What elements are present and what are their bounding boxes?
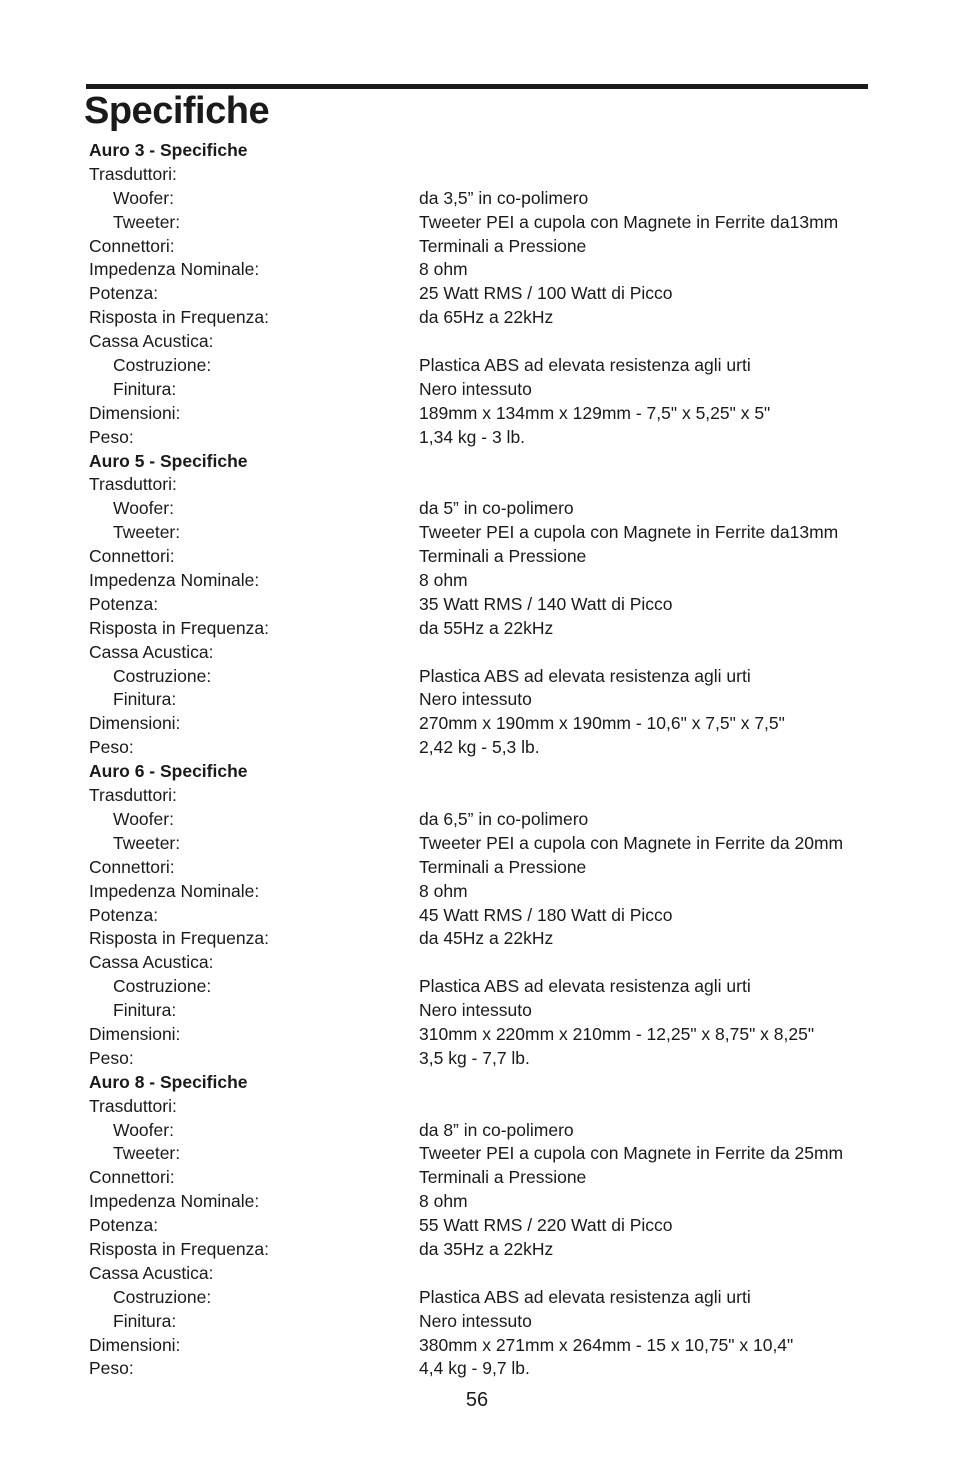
spec-label: Peso:	[89, 426, 134, 447]
spec-row	[89, 1334, 879, 1358]
spec-value: 2,42 kg - 5,3 lb.	[419, 737, 540, 758]
section-heading-label: Auro 6 - Specifiche	[89, 761, 248, 782]
spec-label: Cassa Acustica:	[89, 331, 214, 352]
spec-label: Potenza:	[89, 283, 159, 304]
spec-row	[89, 712, 879, 736]
spec-value: Tweeter PEI a cupola con Magnete in Ferrite da 25mm	[419, 1143, 844, 1164]
spec-label: Trasduttori:	[89, 785, 177, 806]
spec-row	[89, 1190, 879, 1214]
spec-row	[89, 999, 879, 1023]
spec-label: Woofer:	[113, 187, 174, 208]
spec-value: 8 ohm	[419, 570, 468, 591]
spec-value: 8 ohm	[419, 1191, 468, 1212]
spec-value: 8 ohm	[419, 880, 468, 901]
spec-value: da 65Hz a 22kHz	[419, 307, 554, 328]
spec-label: Tweeter:	[113, 522, 181, 543]
spec-row	[89, 975, 879, 999]
spec-label: Connettori:	[89, 235, 175, 256]
spec-row	[89, 1166, 879, 1190]
spec-value: 25 Watt RMS / 100 Watt di Picco	[419, 283, 673, 304]
spec-value: Terminali a Pressione	[419, 856, 587, 877]
spec-value: Plastica ABS ad elevata resistenza agli urti	[419, 976, 751, 997]
spec-value: da 55Hz a 22kHz	[419, 617, 554, 638]
spec-row	[89, 1119, 879, 1143]
spec-row	[89, 1262, 879, 1286]
spec-row	[89, 856, 879, 880]
spec-value: da 35Hz a 22kHz	[419, 1238, 554, 1259]
spec-label: Impedenza Nominale:	[89, 1191, 260, 1212]
spec-label: Dimensioni:	[89, 713, 181, 734]
spec-row	[89, 904, 879, 928]
spec-value: 4,4 kg - 9,7 lb.	[419, 1358, 530, 1379]
spec-label: Costruzione:	[113, 355, 212, 376]
spec-label: Finitura:	[113, 689, 177, 710]
spec-label: Woofer:	[113, 498, 174, 519]
spec-label: Costruzione:	[113, 976, 212, 997]
spec-row	[89, 1095, 879, 1119]
spec-row	[89, 951, 879, 975]
spec-label: Risposta in Frequenza:	[89, 307, 269, 328]
spec-value: da 45Hz a 22kHz	[419, 928, 554, 949]
spec-label: Cassa Acustica:	[89, 952, 214, 973]
section-heading-label: Auro 3 - Specifiche	[89, 140, 248, 160]
spec-row	[89, 497, 879, 521]
spec-value: 8 ohm	[419, 259, 468, 280]
spec-row	[89, 378, 879, 402]
spec-label: Connettori:	[89, 1167, 175, 1188]
spec-label: Impedenza Nominale:	[89, 880, 260, 901]
spec-value: 380mm x 271mm x 264mm - 15 x 10,75" x 10,4"	[419, 1334, 794, 1355]
spec-label: Tweeter:	[113, 1143, 181, 1164]
spec-row	[89, 1047, 879, 1071]
spec-value: Tweeter PEI a cupola con Magnete in Ferrite da13mm	[419, 211, 839, 232]
page-title: Specifiche	[84, 90, 270, 132]
spec-value: Plastica ABS ad elevata resistenza agli urti	[419, 665, 751, 686]
spec-label: Trasduttori:	[89, 1095, 177, 1116]
spec-label: Peso:	[89, 737, 134, 758]
spec-row	[89, 617, 879, 641]
spec-label: Cassa Acustica:	[89, 641, 214, 662]
spec-row	[89, 258, 879, 282]
spec-row	[89, 880, 879, 904]
spec-row	[89, 688, 879, 712]
spec-row	[89, 784, 879, 808]
spec-label: Potenza:	[89, 593, 159, 614]
spec-value: Tweeter PEI a cupola con Magnete in Ferrite da 20mm	[419, 832, 844, 853]
spec-value: Terminali a Pressione	[419, 1167, 587, 1188]
spec-value: Plastica ABS ad elevata resistenza agli urti	[419, 355, 751, 376]
spec-label: Impedenza Nominale:	[89, 570, 260, 591]
spec-row	[89, 211, 879, 235]
spec-row	[89, 1214, 879, 1238]
spec-value: 310mm x 220mm x 210mm - 12,25" x 8,75" x 8,25"	[419, 1023, 815, 1044]
spec-label: Finitura:	[113, 1000, 177, 1021]
spec-label: Tweeter:	[113, 211, 181, 232]
page-number: 56	[465, 1389, 489, 1411]
spec-row	[89, 1023, 879, 1047]
spec-row	[89, 808, 879, 832]
spec-value: da 3,5” in co-polimero	[419, 187, 589, 208]
spec-row	[89, 282, 879, 306]
spec-value: 45 Watt RMS / 180 Watt di Picco	[419, 904, 673, 925]
spec-value: da 5” in co-polimero	[419, 498, 574, 519]
section-heading	[89, 139, 879, 163]
spec-row	[89, 402, 879, 426]
spec-row	[89, 473, 879, 497]
spec-label: Impedenza Nominale:	[89, 259, 260, 280]
spec-label: Connettori:	[89, 546, 175, 567]
spec-row	[89, 927, 879, 951]
section-heading	[89, 760, 879, 784]
spec-value: 270mm x 190mm x 190mm - 10,6" x 7,5" x 7,5"	[419, 713, 785, 734]
spec-value: 1,34 kg - 3 lb.	[419, 426, 526, 447]
spec-value: 35 Watt RMS / 140 Watt di Picco	[419, 593, 673, 614]
spec-value: da 6,5” in co-polimero	[419, 808, 589, 829]
spec-label: Dimensioni:	[89, 1023, 181, 1044]
section-heading	[89, 450, 879, 474]
spec-list	[89, 139, 879, 1381]
spec-label: Tweeter:	[113, 832, 181, 853]
spec-label: Peso:	[89, 1358, 134, 1379]
spec-row	[89, 1286, 879, 1310]
spec-value: da 8” in co-polimero	[419, 1119, 574, 1140]
spec-label: Risposta in Frequenza:	[89, 1238, 269, 1259]
spec-value: 55 Watt RMS / 220 Watt di Picco	[419, 1215, 673, 1236]
spec-value: 189mm x 134mm x 129mm - 7,5" x 5,25" x 5"	[419, 402, 771, 423]
spec-label: Dimensioni:	[89, 1334, 181, 1355]
spec-value: Nero intessuto	[419, 1310, 532, 1331]
spec-row	[89, 187, 879, 211]
spec-value: Nero intessuto	[419, 1000, 532, 1021]
spec-row	[89, 330, 879, 354]
spec-row	[89, 593, 879, 617]
section-heading	[89, 1071, 879, 1095]
spec-row	[89, 641, 879, 665]
spec-row	[89, 163, 879, 187]
spec-value: 3,5 kg - 7,7 lb.	[419, 1047, 530, 1068]
spec-label: Finitura:	[113, 1310, 177, 1331]
spec-value: Tweeter PEI a cupola con Magnete in Ferrite da13mm	[419, 522, 839, 543]
spec-value: Nero intessuto	[419, 378, 532, 399]
spec-row	[89, 426, 879, 450]
spec-row	[89, 1357, 879, 1381]
spec-label: Cassa Acustica:	[89, 1262, 214, 1283]
spec-row	[89, 354, 879, 378]
spec-label: Finitura:	[113, 378, 177, 399]
spec-label: Trasduttori:	[89, 474, 177, 495]
spec-label: Costruzione:	[113, 665, 212, 686]
spec-label: Potenza:	[89, 904, 159, 925]
spec-label: Risposta in Frequenza:	[89, 928, 269, 949]
spec-row	[89, 569, 879, 593]
spec-label: Peso:	[89, 1047, 134, 1068]
section-heading-label: Auro 5 - Specifiche	[89, 450, 248, 471]
spec-row	[89, 1238, 879, 1262]
spec-value: Plastica ABS ad elevata resistenza agli urti	[419, 1286, 751, 1307]
spec-row	[89, 545, 879, 569]
spec-value: Nero intessuto	[419, 689, 532, 710]
section-heading-label: Auro 8 - Specifiche	[89, 1071, 248, 1092]
spec-row	[89, 1310, 879, 1334]
spec-row	[89, 1142, 879, 1166]
spec-row	[89, 832, 879, 856]
spec-row	[89, 665, 879, 689]
spec-row	[89, 521, 879, 545]
spec-value: Terminali a Pressione	[419, 235, 587, 256]
spec-label: Woofer:	[113, 808, 174, 829]
spec-label: Risposta in Frequenza:	[89, 617, 269, 638]
spec-row	[89, 736, 879, 760]
spec-label: Trasduttori:	[89, 163, 177, 184]
spec-value: Terminali a Pressione	[419, 546, 587, 567]
spec-label: Dimensioni:	[89, 402, 181, 423]
spec-label: Potenza:	[89, 1215, 159, 1236]
spec-label: Woofer:	[113, 1119, 174, 1140]
spec-label: Costruzione:	[113, 1286, 212, 1307]
spec-row	[89, 306, 879, 330]
spec-row	[89, 235, 879, 259]
spec-label: Connettori:	[89, 856, 175, 877]
